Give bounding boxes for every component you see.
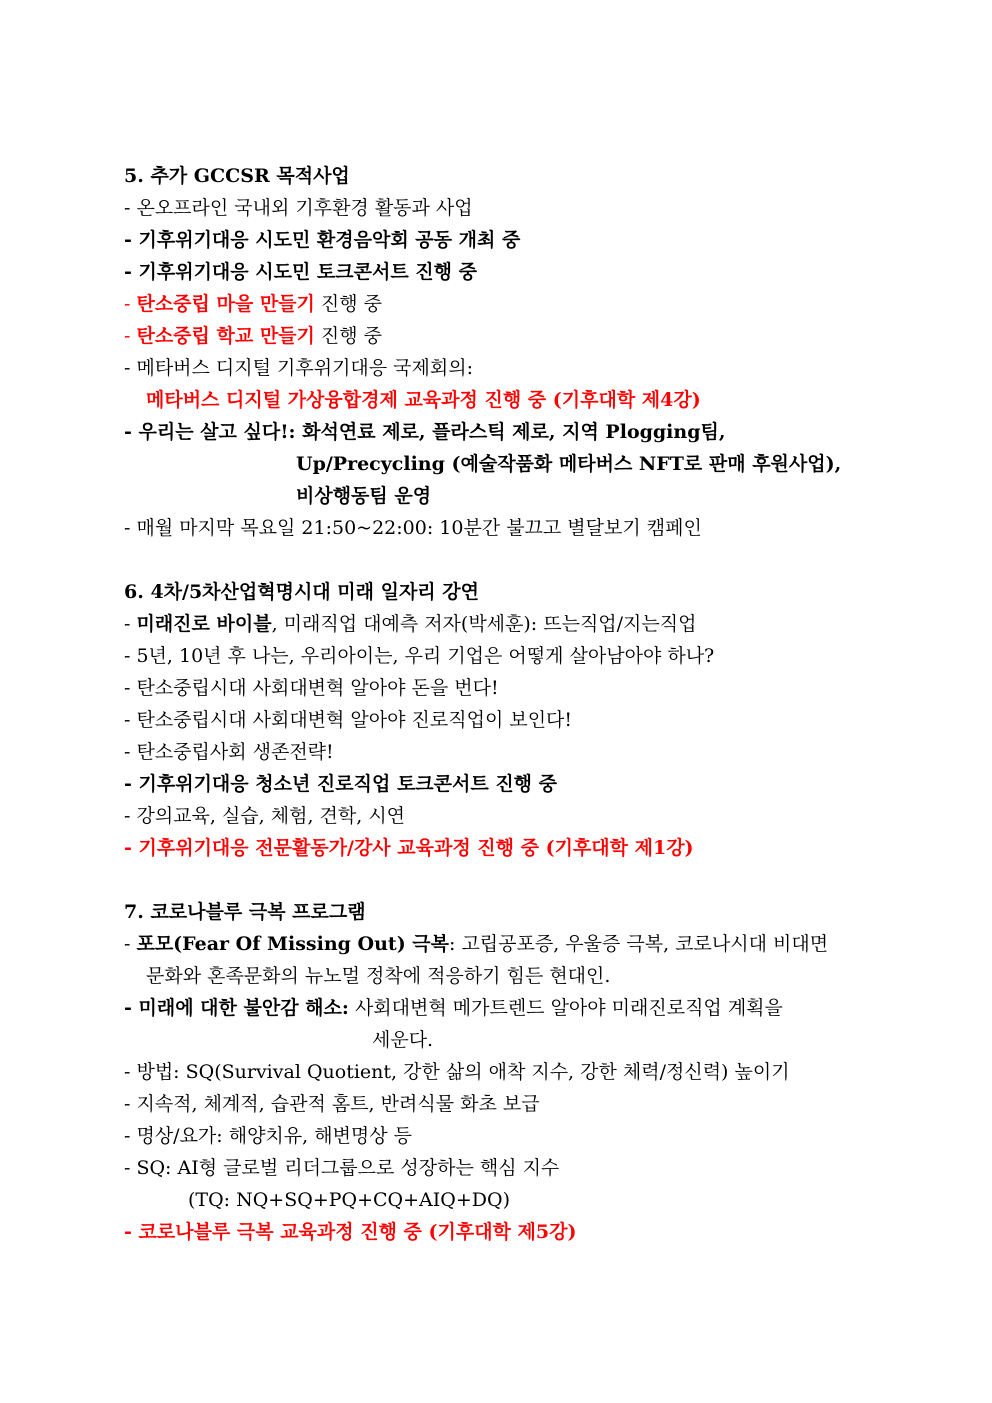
section-6-item: - 탄소중립시대 사회대변혁 알아야 진로직업이 보인다!: [124, 709, 573, 731]
item-dash: -: [124, 613, 137, 635]
item-text: 사회대변혁 메가트렌드 알아야 미래진로직업 계획을: [348, 997, 783, 1019]
item-dash: -: [124, 933, 137, 955]
section-7-item: - 지속적, 체계적, 습관적 홈트, 반려식물 화초 보급: [124, 1093, 540, 1115]
item-text: , 미래직업 대예측 저자(박세훈): 뜨는직업/지는직업: [271, 613, 697, 635]
item-bold-text: - 미래에 대한 불안감 해소:: [124, 997, 349, 1019]
section-5-heading: 5. 추가 GCCSR 목적사업: [124, 165, 350, 187]
section-6-heading: 6. 4차/5차산업혁명시대 미래 일자리 강연: [124, 581, 479, 603]
section-6-item: - 기후위기대응 청소년 진로직업 토크콘서트 진행 중: [124, 773, 558, 795]
section-6-item: - 기후위기대응 전문활동가/강사 교육과정 진행 중 (기후대학 제1강): [124, 837, 694, 859]
section-5-item: - 메타버스 디지털 기후위기대응 국제회의:: [124, 357, 473, 379]
section-5-item: - 기후위기대응 시도민 환경음악회 공동 개최 중: [124, 229, 521, 251]
section-5-item: [124, 320, 382, 352]
section-7-item: - 방법: SQ(Survival Quotient, 강한 삶의 애착 지수, 강한 체력/정신력) 높이기: [124, 1061, 790, 1083]
section-5-item: - 기후위기대응 시도민 토크콘서트 진행 중: [124, 261, 477, 283]
section-5-item: [124, 288, 382, 320]
section-6-item: - 강의교육, 실습, 체험, 견학, 시연: [124, 805, 406, 827]
item-text: 진행 중: [314, 325, 383, 347]
section-7-item: - 명상/요가: 해양치유, 해변명상 등: [124, 1125, 413, 1147]
item-text: 진행 중: [314, 293, 383, 315]
section-5-item-continuation: Up/Precycling (예술작품화 메타버스 NFT로 판매 후원사업),: [296, 453, 842, 475]
section-5-item: - 우리는 살고 싶다!: 화석연료 제로, 플라스틱 제로, 지역 Plogging팀,: [124, 421, 726, 443]
section-5-item: - 매월 마지막 목요일 21:50~22:00: 10분간 불끄고 별달보기 캠페인: [124, 517, 702, 539]
section-7-item: [124, 928, 828, 960]
section-6-item: [124, 608, 696, 640]
item-bold-text: 미래진로 바이블: [136, 613, 272, 635]
section-6-item: - 5년, 10년 후 나는, 우리아이는, 우리 기업은 어떻게 살아남아야 하나?: [124, 645, 715, 667]
section-6-item: - 탄소중립사회 생존전략!: [124, 741, 334, 763]
highlight-text: 탄소중립 학교 만들기: [136, 325, 315, 347]
section-6-item: - 탄소중립시대 사회대변혁 알아야 돈을 번다!: [124, 677, 499, 699]
section-7-item-continuation: 세운다.: [372, 1029, 434, 1051]
section-7-item: - 코로나블루 극복 교육과정 진행 중 (기후대학 제5강): [124, 1221, 577, 1243]
item-bold-text: 포모(Fear Of Missing Out) 극복: [136, 933, 450, 955]
section-5-item-continuation: 비상행동팀 운영: [296, 485, 432, 507]
section-5-item: - 온오프라인 국내외 기후환경 활동과 사업: [124, 197, 473, 219]
item-dash: -: [124, 325, 137, 347]
item-text: : 고립공포증, 우울증 극복, 코로나시대 비대면: [449, 933, 829, 955]
section-7-item-continuation: (TQ: NQ+SQ+PQ+CQ+AIQ+DQ): [188, 1189, 510, 1211]
item-dash: -: [124, 293, 137, 315]
section-7-item: - SQ: AI형 글로벌 리더그룹으로 성장하는 핵심 지수: [124, 1157, 560, 1179]
section-7-heading: 7. 코로나블루 극복 프로그램: [124, 901, 366, 923]
section-5-item-continuation: 메타버스 디지털 가상융합경제 교육과정 진행 중 (기후대학 제4강): [146, 389, 701, 411]
section-7-item-continuation: 문화와 혼족문화의 뉴노멀 정착에 적응하기 힘든 현대인.: [146, 965, 611, 987]
section-7-item: [124, 992, 783, 1024]
highlight-text: 탄소중립 마을 만들기: [136, 293, 315, 315]
